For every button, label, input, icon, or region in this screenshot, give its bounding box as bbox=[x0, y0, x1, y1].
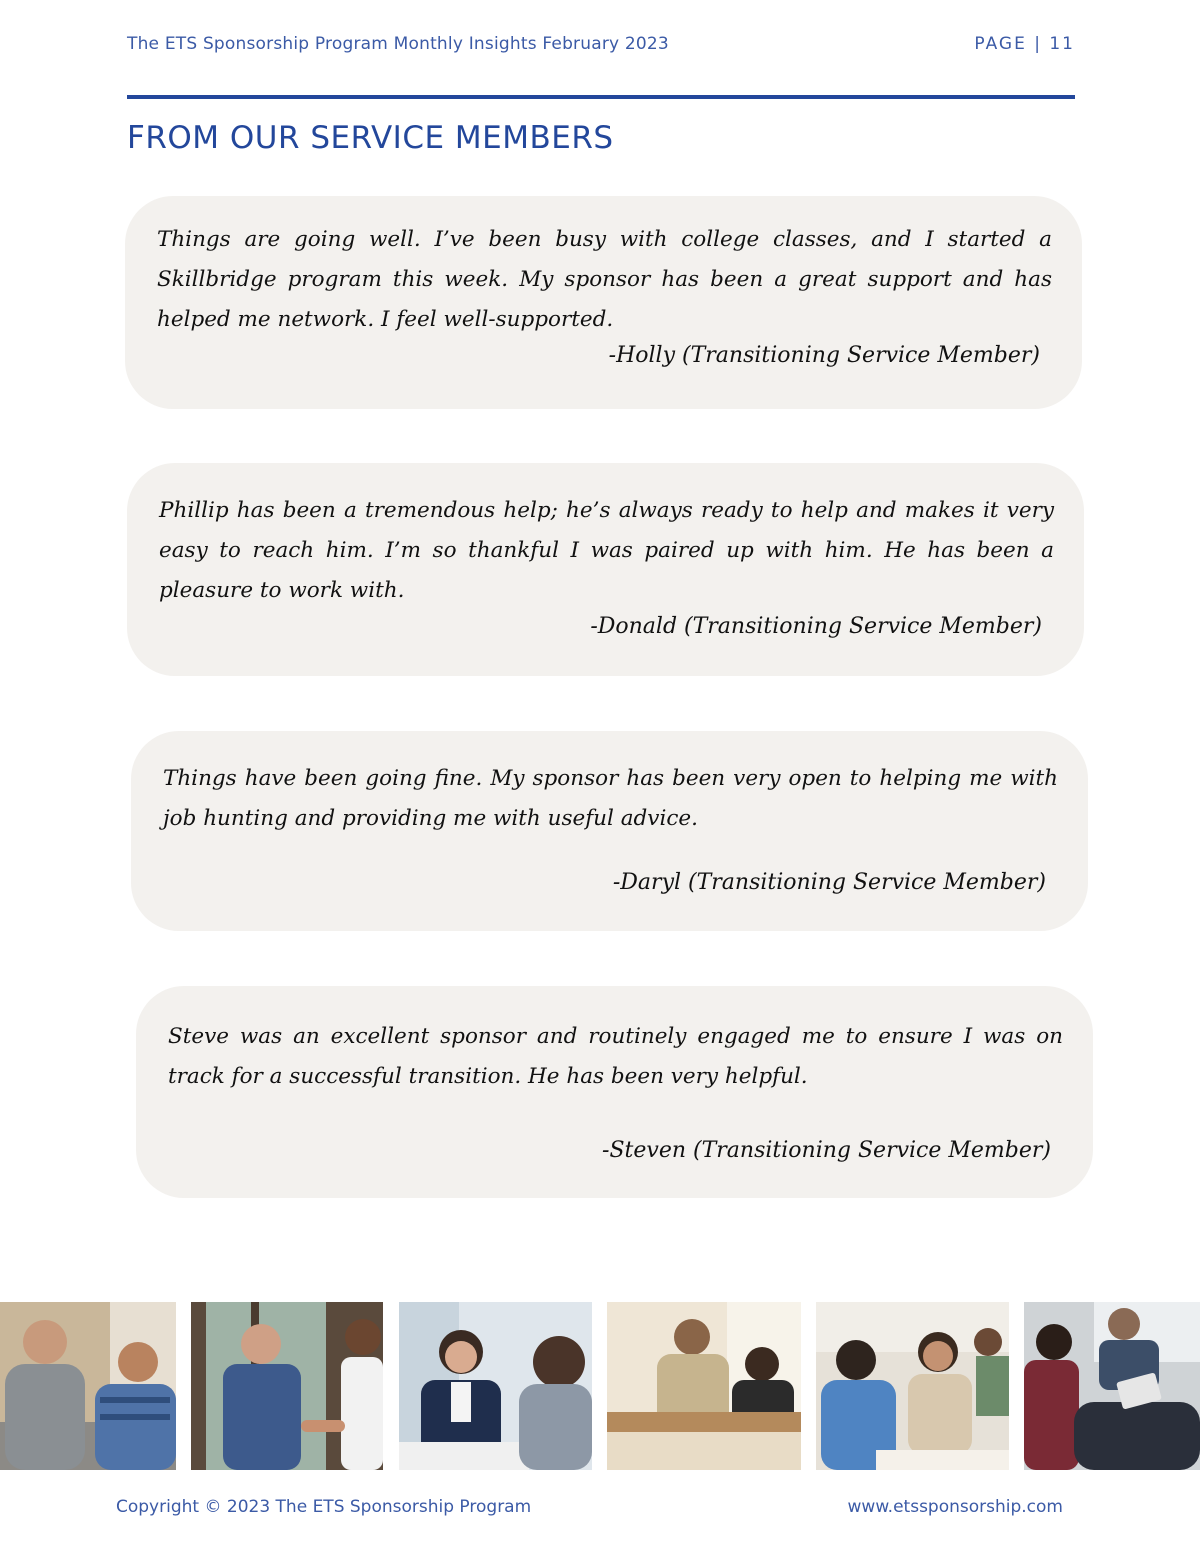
testimonial-quote: Things are going well. I’ve been busy with college classes, and I started a Skillbridge program this week. My sponsor has been a great support and has helped me network. I feel well-supported. bbox=[157, 227, 1052, 332]
handshake-meeting-photo bbox=[191, 1302, 383, 1470]
women-group-meeting-photo bbox=[816, 1302, 1009, 1470]
footer-copyright: Copyright © 2023 The ETS Sponsorship Program bbox=[116, 1497, 532, 1517]
testimonial-quote: Things have been going fine. My sponsor has been very open to helping me with job hunting and providing me with useful advice. bbox=[163, 766, 1058, 831]
photo-strip bbox=[0, 1302, 1200, 1470]
testimonial-attribution: -Steven (Transitioning Service Member) bbox=[602, 1138, 1051, 1163]
testimonial-quote: Phillip has been a tremendous help; he’s always ready to help and makes it very easy to reach him. I’m so thankful I was paired up with him. He has been a pleasure to work with. bbox=[159, 498, 1054, 603]
header-divider bbox=[127, 95, 1075, 99]
section-title: FROM OUR SERVICE MEMBERS bbox=[127, 120, 614, 156]
testimonial-attribution: -Holly (Transitioning Service Member) bbox=[608, 343, 1040, 368]
mentoring-table-photo bbox=[607, 1302, 801, 1470]
testimonial-quote: Steve was an excellent sponsor and routinely engaged me to ensure I was on track for a successful transition. He has been very helpful. bbox=[168, 1024, 1063, 1089]
support-group-photo bbox=[1024, 1302, 1200, 1470]
testimonial-attribution: -Daryl (Transitioning Service Member) bbox=[612, 870, 1046, 895]
testimonial-attribution: -Donald (Transitioning Service Member) bbox=[590, 614, 1042, 639]
testimonial-card-holly bbox=[125, 196, 1082, 409]
two-men-conversation-photo bbox=[0, 1302, 176, 1470]
testimonial-card-daryl bbox=[131, 731, 1088, 931]
businesswoman-interview-photo bbox=[399, 1302, 592, 1470]
testimonial-card-donald bbox=[127, 463, 1084, 676]
page-number: PAGE | 11 bbox=[974, 34, 1075, 54]
footer-website-link[interactable]: www.etssponsorship.com bbox=[847, 1497, 1063, 1517]
header-title: The ETS Sponsorship Program Monthly Insights February 2023 bbox=[127, 34, 669, 54]
testimonial-card-steven bbox=[136, 986, 1093, 1198]
